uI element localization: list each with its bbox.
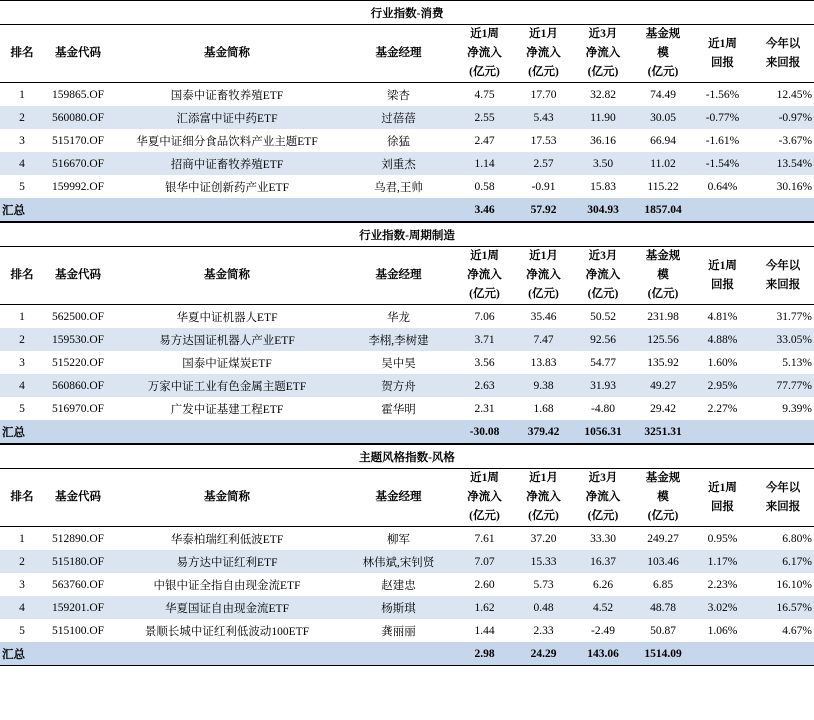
week-flow-cell: 2.47 — [474, 134, 495, 147]
header-ytd-return-line: 今年以 — [765, 37, 801, 50]
fund-name-cell: 华夏中证细分食品饮料产业主题ETF — [136, 135, 318, 148]
total-label: 汇总 — [0, 420, 44, 444]
header-code: 基金代码 — [44, 247, 112, 305]
header-scale-line: 基金规 — [645, 250, 681, 262]
header-ytd-return-line: 今年以 — [765, 481, 801, 494]
total-empty — [112, 420, 342, 444]
week-flow-cell: 1.62 — [455, 596, 514, 619]
manager-cell: 梁杏 — [387, 89, 410, 102]
fund-code-cell: 512890.OF — [51, 532, 105, 545]
month-flow-cell: 17.70 — [530, 88, 557, 101]
header-week-flow-line: 净流入 — [467, 47, 502, 59]
rank-cell: 4 — [0, 596, 44, 619]
header-month-flow-line: 净流入 — [526, 491, 561, 503]
ytd-return-cell: 12.45% — [776, 88, 813, 101]
header-week-flow-line: 近1周 — [470, 472, 499, 484]
rank-cell: 1 — [19, 310, 25, 323]
header-month-flow — [514, 247, 573, 305]
header-3month-flow — [573, 469, 633, 527]
manager-cell: 乌君,王帅 — [374, 181, 423, 194]
scale-cell: 231.98 — [647, 310, 679, 323]
rank-cell: 2 — [0, 550, 44, 573]
ytd-return-cell: 5.13% — [782, 356, 812, 369]
header-ytd-return — [752, 469, 814, 527]
week-flow-cell: 2.55 — [455, 106, 514, 129]
total-week-flow: 3.46 — [455, 198, 514, 222]
header-ytd-return-line: 来回报 — [765, 278, 801, 291]
fund-name-cell: 景顺长城中证红利低波动100ETF — [144, 625, 310, 638]
total-scale: 1514.09 — [633, 642, 693, 666]
month-flow-cell: 9.38 — [514, 374, 573, 397]
rank-cell: 2 — [0, 328, 44, 351]
fund-code-cell: 515100.OF — [51, 624, 105, 637]
total-scale: 1857.04 — [633, 198, 693, 222]
scale-cell: 66.94 — [650, 134, 676, 147]
table-row — [0, 619, 814, 642]
ytd-return-cell: 16.57% — [752, 596, 814, 619]
3month-flow-cell: 16.37 — [573, 550, 633, 573]
week-return-cell: 1.60% — [707, 356, 738, 369]
ytd-return-cell: 13.54% — [752, 152, 814, 175]
total-month-flow: 57.92 — [514, 198, 573, 222]
table-row — [0, 328, 814, 351]
header-month-flow-line: 净流入 — [526, 269, 561, 281]
total-empty — [342, 198, 455, 222]
3month-flow-cell: 50.52 — [590, 310, 616, 323]
table-row — [0, 397, 814, 420]
total-empty — [112, 198, 342, 222]
total-3month-flow: 1056.31 — [573, 420, 633, 444]
manager-cell: 杨斯琪 — [342, 596, 455, 619]
total-empty — [752, 420, 814, 444]
header-rank: 排名 — [0, 247, 44, 305]
week-flow-cell: 7.61 — [474, 532, 495, 545]
table-row — [0, 152, 814, 175]
fund-code-cell: 515220.OF — [51, 356, 105, 369]
header-week-return-line: 回报 — [711, 278, 734, 291]
rank-cell: 1 — [19, 532, 25, 545]
header-code: 基金代码 — [44, 25, 112, 83]
header-week-return — [693, 469, 752, 527]
header-row — [0, 247, 814, 305]
manager-cell: 赵建忠 — [381, 579, 416, 592]
week-flow-cell: 1.14 — [455, 152, 514, 175]
header-month-flow-line: 近1月 — [529, 28, 558, 40]
scale-cell: 115.22 — [647, 180, 679, 193]
rank-cell: 1 — [19, 88, 25, 101]
fund-code-cell: 516670.OF — [44, 152, 112, 175]
week-return-cell: 2.95% — [693, 374, 752, 397]
manager-cell: 贺方舟 — [342, 374, 455, 397]
manager-cell: 过蓓蓓 — [342, 106, 455, 129]
header-ytd-return-line: 今年以 — [765, 259, 801, 272]
month-flow-cell: 35.46 — [530, 310, 557, 323]
table-row — [0, 527, 814, 551]
3month-flow-cell: 33.30 — [590, 532, 616, 545]
table-row — [0, 106, 814, 129]
header-3month-flow — [573, 25, 633, 83]
total-scale: 3251.31 — [633, 420, 693, 444]
month-flow-cell: 5.43 — [514, 106, 573, 129]
fund-code-cell: 515180.OF — [44, 550, 112, 573]
table-row — [0, 550, 814, 573]
header-3month-flow-line: 近3月 — [588, 28, 618, 40]
fund-name-cell: 华夏国证自由现金流ETF — [112, 596, 342, 619]
week-return-cell: 0.95% — [707, 532, 738, 545]
header-week-flow — [455, 25, 514, 83]
header-month-flow-line: 近1月 — [529, 250, 558, 262]
manager-cell: 刘重杰 — [342, 152, 455, 175]
fund-name-cell: 华泰柏瑞红利低波ETF — [170, 533, 284, 546]
header-week-return-line: 回报 — [711, 500, 734, 513]
total-month-flow: 24.29 — [514, 642, 573, 666]
header-name: 基金简称 — [112, 25, 342, 83]
week-flow-cell: 2.60 — [474, 578, 495, 591]
header-row — [0, 25, 814, 83]
week-return-cell: 3.02% — [693, 596, 752, 619]
header-manager: 基金经理 — [342, 247, 455, 305]
header-week-return-line: 近1周 — [708, 481, 737, 494]
total-label: 汇总 — [0, 642, 44, 666]
month-flow-cell: -0.91 — [531, 180, 556, 193]
week-return-cell: 2.27% — [707, 402, 738, 415]
total-empty — [44, 198, 112, 222]
rank-cell: 5 — [19, 624, 25, 637]
total-month-flow: 379.42 — [514, 420, 573, 444]
ytd-return-cell: 6.17% — [752, 550, 814, 573]
header-week-flow-line: 净流入 — [467, 491, 502, 503]
manager-cell: 龚丽丽 — [381, 625, 416, 638]
month-flow-cell: 13.83 — [530, 356, 557, 369]
month-flow-cell: 7.47 — [514, 328, 573, 351]
month-flow-cell: 37.20 — [530, 532, 557, 545]
scale-cell: 48.78 — [633, 596, 693, 619]
week-flow-cell: 3.71 — [455, 328, 514, 351]
fund-code-cell: 159992.OF — [51, 180, 105, 193]
rank-cell: 4 — [0, 374, 44, 397]
header-scale-line: (亿元) — [647, 288, 679, 300]
3month-flow-cell: 15.83 — [590, 180, 616, 193]
scale-cell: 6.85 — [652, 578, 674, 591]
scale-cell: 135.92 — [647, 356, 679, 369]
week-return-cell: -1.54% — [693, 152, 752, 175]
fund-name-cell: 汇添富中证中药ETF — [112, 106, 342, 129]
fund-code-cell: 560860.OF — [44, 374, 112, 397]
ytd-return-cell: 9.39% — [782, 402, 812, 415]
manager-cell: 徐猛 — [387, 135, 410, 148]
header-3month-flow-line: (亿元) — [587, 510, 619, 522]
week-return-cell: 2.23% — [707, 578, 738, 591]
header-3month-flow-line: 净流入 — [585, 47, 621, 59]
total-empty — [44, 642, 112, 666]
ytd-return-cell: -3.67% — [778, 134, 813, 147]
manager-cell: 李栩,李树建 — [342, 328, 455, 351]
month-flow-cell: 17.53 — [530, 134, 557, 147]
header-month-flow-line: (亿元) — [528, 66, 559, 78]
header-manager: 基金经理 — [342, 469, 455, 527]
header-week-flow-line: (亿元) — [469, 288, 500, 300]
section-title: 行业指数-消费 — [0, 1, 814, 25]
month-flow-cell: 2.57 — [514, 152, 573, 175]
fund-code-cell: 563760.OF — [51, 578, 105, 591]
rank-cell: 3 — [19, 134, 25, 147]
header-name: 基金简称 — [112, 469, 342, 527]
header-week-flow-line: 近1周 — [470, 250, 499, 262]
fund-name-cell: 银华中证创新药产业ETF — [165, 181, 289, 194]
table-row — [0, 596, 814, 619]
ytd-return-cell: 33.05% — [752, 328, 814, 351]
manager-cell: 柳军 — [387, 533, 410, 546]
scale-cell: 29.42 — [650, 402, 676, 415]
table-row — [0, 83, 814, 107]
3month-flow-cell: -2.49 — [591, 624, 615, 637]
total-empty — [752, 198, 814, 222]
scale-cell: 103.46 — [633, 550, 693, 573]
header-scale-line: 基金规 — [645, 28, 681, 40]
fund-code-cell: 515170.OF — [51, 134, 105, 147]
total-empty — [693, 642, 752, 666]
fund-name-cell: 广发中证基建工程ETF — [170, 403, 284, 416]
header-ytd-return-line: 来回报 — [765, 500, 801, 513]
header-month-flow — [514, 469, 573, 527]
week-return-cell: -1.61% — [705, 134, 740, 147]
table-row — [0, 573, 814, 596]
header-week-return — [693, 247, 752, 305]
scale-cell: 30.05 — [633, 106, 693, 129]
total-row — [0, 642, 814, 666]
week-flow-cell: 2.63 — [455, 374, 514, 397]
manager-cell: 吴中昊 — [381, 357, 416, 370]
total-empty — [693, 420, 752, 444]
total-empty — [342, 420, 455, 444]
fund-name-cell: 万家中证工业有色金属主题ETF — [112, 374, 342, 397]
scale-cell: 11.02 — [633, 152, 693, 175]
week-return-cell: 1.17% — [693, 550, 752, 573]
manager-cell: 华龙 — [387, 311, 410, 324]
table-row — [0, 305, 814, 329]
header-month-flow-line: (亿元) — [528, 510, 559, 522]
header-scale-line: 模 — [657, 269, 669, 281]
header-week-return-line: 回报 — [711, 56, 734, 69]
table-row — [0, 351, 814, 374]
section-title: 行业指数-周期制造 — [0, 223, 814, 247]
fund-name-cell: 中银中证全指自由现金流ETF — [153, 579, 301, 592]
fund-code-cell: 562500.OF — [51, 310, 105, 323]
header-week-return-line: 近1周 — [708, 37, 737, 50]
header-code: 基金代码 — [44, 469, 112, 527]
week-return-cell: -1.56% — [705, 88, 740, 101]
header-3month-flow-line: 净流入 — [585, 491, 621, 503]
header-row — [0, 469, 814, 527]
table-row — [0, 129, 814, 152]
header-scale-line: (亿元) — [647, 510, 679, 522]
header-week-return-line: 近1周 — [708, 259, 737, 272]
fund-name-cell: 招商中证畜牧养殖ETF — [112, 152, 342, 175]
3month-flow-cell: 36.16 — [590, 134, 616, 147]
header-rank: 排名 — [0, 469, 44, 527]
fund-code-cell: 159865.OF — [51, 88, 105, 101]
header-3month-flow-line: (亿元) — [587, 288, 619, 300]
header-month-flow — [514, 25, 573, 83]
3month-flow-cell: 54.77 — [590, 356, 616, 369]
header-ytd-return — [752, 247, 814, 305]
3month-flow-cell: 4.52 — [573, 596, 633, 619]
header-3month-flow-line: 净流入 — [585, 269, 621, 281]
month-flow-cell: 0.48 — [514, 596, 573, 619]
3month-flow-cell: 92.56 — [573, 328, 633, 351]
header-month-flow-line: (亿元) — [528, 288, 559, 300]
month-flow-cell: 15.33 — [514, 550, 573, 573]
total-empty — [112, 642, 342, 666]
header-week-flow — [455, 247, 514, 305]
header-week-flow-line: (亿元) — [469, 66, 500, 78]
month-flow-cell: 5.73 — [533, 578, 554, 591]
scale-cell: 74.49 — [650, 88, 676, 101]
week-return-cell: -0.77% — [693, 106, 752, 129]
header-scale-line: 模 — [657, 491, 669, 503]
ytd-return-cell: 30.16% — [776, 180, 813, 193]
fund-table — [0, 222, 814, 444]
header-scale — [633, 247, 693, 305]
week-return-cell: 4.88% — [693, 328, 752, 351]
fund-name-cell: 华夏中证机器人ETF — [176, 311, 278, 324]
table-row — [0, 374, 814, 397]
week-flow-cell: 7.07 — [455, 550, 514, 573]
manager-cell: 霍华明 — [381, 403, 416, 416]
header-week-flow-line: 近1周 — [470, 28, 499, 40]
header-scale-line: 模 — [657, 47, 669, 59]
header-week-return — [693, 25, 752, 83]
total-empty — [342, 642, 455, 666]
header-month-flow-line: 净流入 — [526, 47, 561, 59]
rank-cell: 3 — [19, 356, 25, 369]
ytd-return-cell: 6.80% — [782, 532, 812, 545]
week-return-cell: 4.81% — [707, 310, 738, 323]
rank-cell: 4 — [0, 152, 44, 175]
header-rank: 排名 — [0, 25, 44, 83]
total-week-flow: -30.08 — [455, 420, 514, 444]
total-label: 汇总 — [0, 198, 44, 222]
week-return-cell: 0.64% — [707, 180, 738, 193]
total-week-flow: 2.98 — [455, 642, 514, 666]
ytd-return-cell: 4.67% — [782, 624, 812, 637]
fund-code-cell: 560080.OF — [44, 106, 112, 129]
week-flow-cell: 3.56 — [474, 356, 495, 369]
fund-code-cell: 516970.OF — [51, 402, 105, 415]
scale-cell: 50.87 — [650, 624, 676, 637]
3month-flow-cell: -4.80 — [591, 402, 615, 415]
total-empty — [44, 420, 112, 444]
header-3month-flow-line: 近3月 — [588, 472, 618, 484]
total-3month-flow: 304.93 — [573, 198, 633, 222]
fund-table — [0, 0, 814, 222]
header-3month-flow-line: (亿元) — [587, 66, 619, 78]
header-manager: 基金经理 — [342, 25, 455, 83]
header-scale-line: (亿元) — [647, 66, 679, 78]
header-week-flow — [455, 469, 514, 527]
header-scale — [633, 469, 693, 527]
week-flow-cell: 2.31 — [474, 402, 495, 415]
header-3month-flow-line: 近3月 — [588, 250, 618, 262]
3month-flow-cell: 32.82 — [590, 88, 616, 101]
header-week-flow-line: (亿元) — [469, 510, 500, 522]
total-3month-flow: 143.06 — [573, 642, 633, 666]
rank-cell: 3 — [19, 578, 25, 591]
header-week-flow-line: 净流入 — [467, 269, 502, 281]
rank-cell: 5 — [19, 180, 25, 193]
3month-flow-cell: 3.50 — [573, 152, 633, 175]
ytd-return-cell: 16.10% — [776, 578, 812, 591]
fund-name-cell: 易方达国证机器人产业ETF — [112, 328, 342, 351]
3month-flow-cell: 31.93 — [573, 374, 633, 397]
fund-code-cell: 159201.OF — [44, 596, 112, 619]
week-flow-cell: 7.06 — [474, 310, 495, 323]
fund-name-cell: 国泰中证畜牧养殖ETF — [170, 89, 284, 102]
header-3month-flow — [573, 247, 633, 305]
3month-flow-cell: 11.90 — [573, 106, 633, 129]
header-scale — [633, 25, 693, 83]
week-return-cell: 1.06% — [707, 624, 738, 637]
total-empty — [752, 642, 814, 666]
fund-code-cell: 159530.OF — [44, 328, 112, 351]
total-empty — [693, 198, 752, 222]
rank-cell: 5 — [19, 402, 25, 415]
header-month-flow-line: 近1月 — [529, 472, 558, 484]
week-flow-cell: 0.58 — [474, 180, 495, 193]
header-name: 基金简称 — [112, 247, 342, 305]
ytd-return-cell: 31.77% — [776, 310, 812, 323]
month-flow-cell: 2.33 — [533, 624, 554, 637]
fund-name-cell: 国泰中证煤炭ETF — [182, 357, 272, 370]
header-ytd-return — [752, 25, 814, 83]
scale-cell: 249.27 — [647, 532, 679, 545]
scale-cell: 125.56 — [633, 328, 693, 351]
table-row — [0, 175, 814, 198]
total-row — [0, 420, 814, 444]
month-flow-cell: 1.68 — [533, 402, 554, 415]
fund-table — [0, 444, 814, 666]
week-flow-cell: 1.44 — [474, 624, 495, 637]
header-scale-line: 基金规 — [645, 472, 681, 484]
header-ytd-return-line: 来回报 — [765, 56, 801, 69]
rank-cell: 2 — [0, 106, 44, 129]
total-row — [0, 198, 814, 222]
week-flow-cell: 4.75 — [474, 88, 495, 101]
ytd-return-cell: -0.97% — [752, 106, 814, 129]
section-title: 主题风格指数-风格 — [0, 445, 814, 469]
ytd-return-cell: 77.77% — [752, 374, 814, 397]
scale-cell: 49.27 — [633, 374, 693, 397]
fund-name-cell: 易方达中证红利ETF — [112, 550, 342, 573]
3month-flow-cell: 6.26 — [592, 578, 614, 591]
manager-cell: 林伟斌,宋钊贤 — [342, 550, 455, 573]
